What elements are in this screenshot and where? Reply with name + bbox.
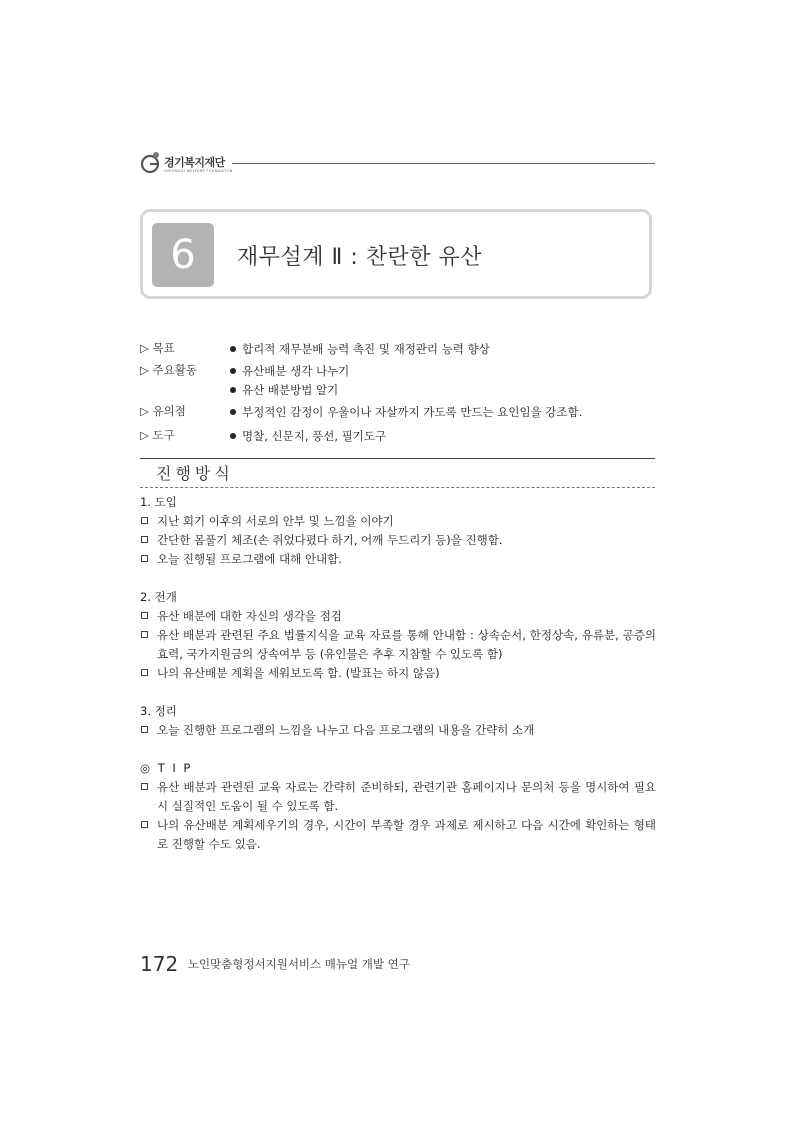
section-heading [140, 458, 655, 488]
bullet-icon [230, 409, 236, 415]
bullet-icon [230, 387, 236, 393]
info-item: 유산 배분방법 알기 [228, 381, 660, 400]
chapter-number: 6 [152, 223, 214, 287]
info-label: ▷ 주요활동 [140, 363, 197, 377]
info-item: 합리적 재무분배 능력 촉진 및 재정관리 능력 향상 [228, 340, 660, 359]
checkbox-square-icon [141, 612, 148, 619]
info-item: 부정적인 감정이 우울이나 자살까지 가도록 만드는 요인임을 강조함. [228, 403, 660, 422]
list-item: 나의 유산배분 계획세우기의 경우, 시간이 부족할 경우 과제로 제시하고 다음 시간에 확인하는 형태로 진행할 수도 있음. [140, 816, 656, 854]
bullet-icon [230, 346, 236, 352]
step-heading: 2. 전개 [140, 590, 177, 604]
step-heading: 1. 도입 [140, 495, 177, 509]
checkbox-square-icon [141, 821, 148, 828]
org-subtitle: GYEONGGI WELFARE FOUNDATION [164, 169, 233, 173]
list-item: 나의 유산배분 계획을 세워보도록 함. (발표는 하지 않음) [140, 664, 656, 683]
info-row-goal [140, 340, 660, 362]
list-item: 오늘 진행한 프로그램의 느낌을 나누고 다음 프로그램의 내용을 간략히 소개 [140, 721, 656, 740]
list-item: 유산 배분과 관련된 교육 자료는 간략히 준비하되, 관련기관 홈페이지나 문의처 등을 명시하여 필요시 실질적인 도움이 될 수 있도록 함. [140, 778, 656, 816]
info-label: ▷ 유의점 [140, 404, 186, 418]
section-title: 진행방식 [156, 464, 234, 483]
info-row-activities [140, 362, 660, 403]
info-label: ▷ 도구 [140, 428, 175, 442]
checkbox-square-icon [141, 631, 148, 638]
checkbox-square-icon [141, 726, 148, 733]
bullet-icon [230, 368, 236, 374]
checkbox-square-icon [141, 783, 148, 790]
page-footer [140, 952, 410, 976]
info-item: 명찰, 신문지, 풍선, 필기도구 [228, 427, 660, 446]
list-item: 오늘 진행될 프로그램에 대해 안내함. [140, 550, 656, 569]
book-title: 노인맞춤형정서지원서비스 매뉴얼 개발 연구 [187, 957, 410, 971]
checkbox-square-icon [141, 536, 148, 543]
info-label: ▷ 목표 [140, 341, 175, 355]
page-number: 172 [140, 952, 179, 976]
procedure [140, 493, 656, 854]
checkbox-square-icon [141, 669, 148, 676]
bullet-icon [230, 433, 236, 439]
chapter-box [140, 209, 652, 299]
session-info [140, 340, 660, 449]
chapter-title: 재무설계 Ⅱ : 찬란한 유산 [237, 245, 482, 270]
logo-icon [140, 150, 162, 174]
list-item: 유산 배분과 관련된 주요 법률지식을 교육 자료를 통해 안내함 : 상속순서, 한정상속, 유류분, 공증의 효력, 국가지원금의 상속여부 등 (유인물은 추후 지참할 수 있도록 함) [140, 626, 656, 664]
tip-heading: ◎ T I P [140, 761, 193, 775]
header-divider [232, 163, 655, 164]
info-row-tools [140, 427, 660, 449]
list-item: 유산 배분에 대한 자신의 생각을 점검 [140, 607, 656, 626]
info-item: 유산배분 생각 나누기 [228, 362, 660, 381]
checkbox-square-icon [141, 555, 148, 562]
list-item: 지난 회기 이후의 서로의 안부 및 느낌을 이야기 [140, 512, 656, 531]
page-header [140, 148, 655, 178]
org-logo [140, 148, 235, 178]
step-heading: 3. 정리 [140, 704, 177, 718]
checkbox-square-icon [141, 517, 148, 524]
list-item: 간단한 몸풀기 체조(손 쥐었다폈다 하기, 어깨 두드리기 등)을 진행함. [140, 531, 656, 550]
info-row-cautions [140, 403, 660, 427]
org-name: 경기복지재단 [164, 156, 225, 169]
